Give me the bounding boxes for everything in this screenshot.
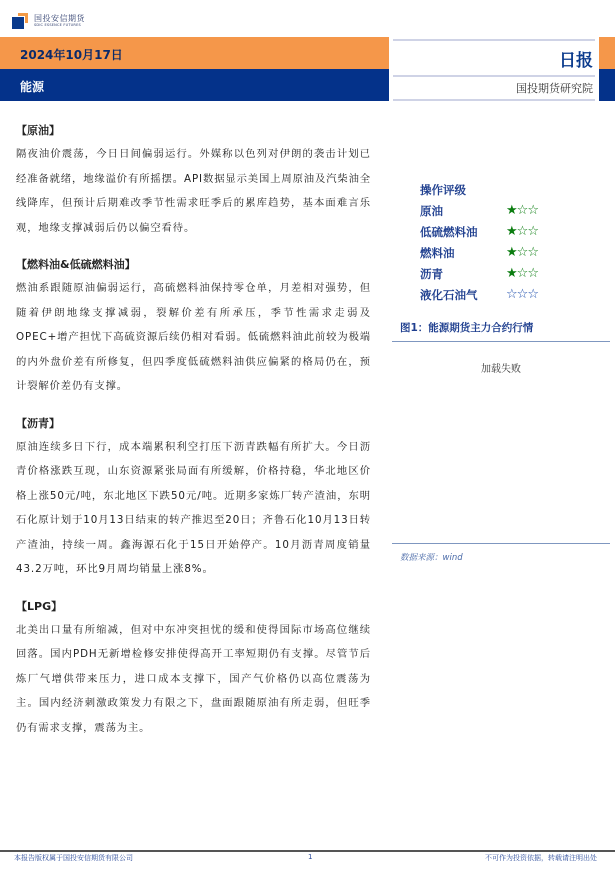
rating-name: 液化石油气 — [420, 287, 478, 302]
figure-title: 图1：能源期货主力合约行情 — [400, 322, 534, 334]
figure-source: 数据来源：wind — [400, 553, 463, 563]
star-filled-icon: ★ — [506, 245, 517, 260]
rating-row-crude-oil — [420, 200, 610, 221]
logo-en-text: SDIC ESSENCE FUTURES — [34, 22, 81, 27]
section-title: 【燃料油&低硫燃料油】 — [16, 258, 136, 271]
star-outline-icon: ☆ — [516, 245, 528, 260]
section-title: 【原油】 — [16, 124, 60, 137]
star-outline-icon: ☆ — [516, 224, 528, 239]
star-rating — [506, 267, 538, 280]
rating-row-fuel-oil — [420, 242, 610, 263]
institute-name: 国投期货研究院 — [516, 82, 593, 95]
rating-name: 低硫燃料油 — [420, 224, 478, 239]
main-content — [16, 124, 371, 758]
star-rating — [506, 204, 538, 217]
star-outline-icon: ☆ — [527, 224, 538, 239]
report-sector: 能源 — [20, 80, 45, 94]
company-logo — [12, 10, 85, 32]
rating-title: 操作评级 — [420, 183, 466, 197]
star-rating — [506, 288, 538, 301]
star-outline-icon: ☆ — [527, 245, 538, 260]
star-filled-icon: ★ — [506, 203, 517, 218]
star-outline-icon: ☆ — [527, 266, 538, 281]
rating-name: 沥青 — [420, 266, 443, 281]
star-rating — [506, 246, 538, 259]
star-outline-icon: ☆ — [516, 203, 528, 218]
rating-name: 原油 — [420, 203, 443, 218]
star-rating — [506, 225, 538, 238]
logo-mark-icon — [12, 13, 28, 29]
section-body: 隔夜油价震荡，今日日间偏弱运行。外媒称以色列对伊朗的袭击计划已经准备就绪，地缘溢价有所摇摆。API数据显示美国上周原油及汽柴油全线降库，但预计后期难改季节性需求旺季后的累库趋势，基本面难言乐观，地缘支撑减弱后仍以偏空看待。 — [16, 148, 371, 234]
footer-rule — [0, 850, 615, 852]
page-number: 1 — [308, 853, 313, 861]
report-title-box — [389, 37, 599, 101]
section-title: 【LPG】 — [16, 599, 63, 613]
rating-row-low-sulfur-fuel-oil — [420, 221, 610, 242]
rating-row-lpg — [420, 284, 610, 305]
section-body: 燃油系跟随原油偏弱运行，高硫燃料油保持零仓单，月差相对强势，但随着伊朗地缘支撑减弱，裂解价差有所承压，季节性需求走弱及OPEC+增产担忧下高硫资源后续仍相对看弱。低硫燃料油此前较为极端的内外盘价差有所修复，但四季度低硫燃料油供应偏紧的格局仍在，预计裂解价差仍有支撑。 — [16, 282, 371, 392]
section-title: 【沥青】 — [16, 416, 60, 430]
star-filled-icon: ★ — [506, 224, 517, 239]
logo-cn-text: 国投安信期货 — [34, 13, 85, 23]
section-asphalt — [16, 417, 371, 582]
divider — [393, 75, 595, 77]
section-crude-oil — [16, 124, 371, 240]
section-body: 原油连续多日下行，成本端累积利空打压下沥青跌幅有所扩大。今日沥青价格涨跌互现，山东资源紧张局面有所缓解，价格持稳，华北地区价格上涨50元/吨，东北地区下跌50元/吨。近期多家炼厂转产渣油，东明石化原计划于10月13日结束的转产推迟至20日；齐鲁石化10月13日转产渣油，持续一周。鑫海源石化于15日开始停产。10月沥青周度销量43.2万吨，环比9月周均销量上涨8%。 — [16, 440, 371, 575]
divider — [393, 39, 595, 41]
figure-bottom-rule — [392, 543, 610, 544]
star-filled-icon: ★ — [506, 266, 517, 281]
section-lpg — [16, 600, 371, 741]
rating-name: 燃料油 — [420, 245, 455, 260]
figure-top-rule — [392, 341, 610, 342]
star-outline-icon: ☆ — [516, 266, 528, 281]
rating-panel — [392, 180, 610, 305]
report-type: 日报 — [559, 51, 593, 71]
star-outline-icon: ☆ — [527, 287, 538, 302]
section-fuel-oil — [16, 258, 371, 399]
footer-disclaimer: 不可作为投资依据，转载请注明出处 — [485, 854, 597, 862]
star-outline-icon: ☆ — [516, 287, 528, 302]
report-date: 2024年10月17日 — [20, 48, 123, 62]
star-outline-icon: ☆ — [506, 287, 517, 302]
footer-copyright: 本报告版权属于国投安信期货有限公司 — [14, 854, 133, 862]
rating-row-asphalt — [420, 263, 610, 284]
figure-load-failed: 加载失败 — [481, 364, 521, 375]
divider — [393, 99, 595, 101]
section-body: 北美出口量有所缩减，但对中东冲突担忧的缓和使得国际市场高位继续回落。国内PDH无新增检修安排使得高开工率短期仍有支撑。尽管节后炼厂气增供带来压力，进口成本支撑下，国产气价格仍以高位震荡为主。国内经济刺激政策发力有限之下，盘面跟随原油有所走弱，但旺季仍有需求支撑，震荡为主。 — [16, 623, 371, 734]
star-outline-icon: ☆ — [527, 203, 538, 218]
